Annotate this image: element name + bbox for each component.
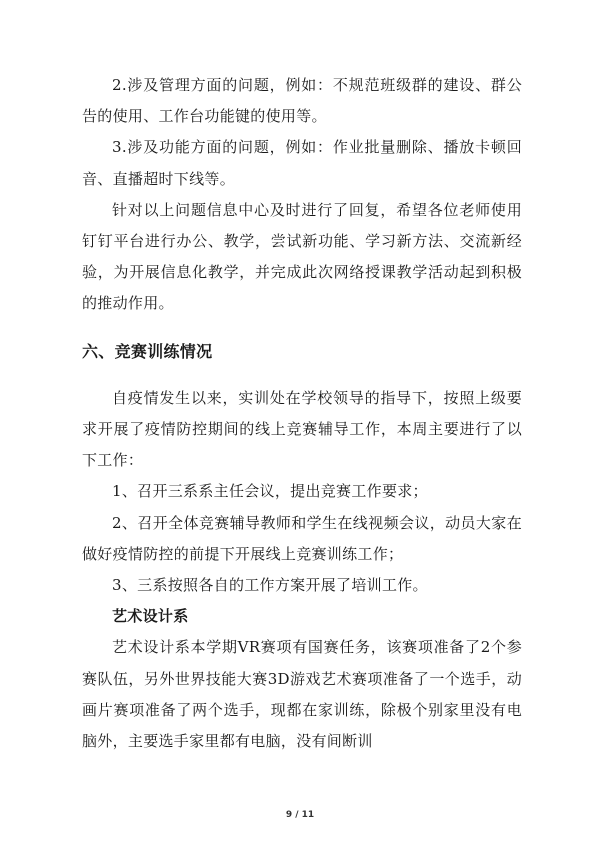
paragraph-art-design-details: 艺术设计系本学期VR赛项有国赛任务，该赛项准备了2个参赛队伍，另外世界技能大赛3D游戏艺术赛项准备了一个选手，动画片赛项准备了两个选手，现都在家训练，除极个别家里没有电脑外，主要选手家里都有电脑，没有间断训 <box>82 638 522 751</box>
paragraph-competition-intro: 自疫情发生以来，实训处在学校领导的指导下，按照上级要求开展了疫情防控期间的线上竞赛辅导工作，本周主要进行了以下工作： <box>82 388 522 470</box>
section-heading-competition-training: 六、竞赛训练情况 <box>82 341 213 361</box>
list-item-video-meeting: 2、召开全体竞赛辅导教师和学生在线视频会议，动员大家在做好疫情防控的前提下开展线上竞赛训练工作； <box>82 513 522 563</box>
paragraph-management-issues: 2.涉及管理方面的问题，例如：不规范班级群的建设、群公告的使用、工作台功能键的使用等。 <box>82 76 522 126</box>
paragraph-response-summary: 针对以上问题信息中心及时进行了回复，希望各位老师使用钉钉平台进行办公、教学，尝试新功能、学习新方法、交流新经验，为开展信息化教学，并完成此次网络授课教学活动起到积极的推动作用。 <box>82 200 522 313</box>
subheading-art-design-dept: 艺术设计系 <box>112 607 189 626</box>
page-content <box>82 70 522 757</box>
list-item-training-work: 3、三系按照各自的工作方案开展了培训工作。 <box>112 576 428 595</box>
paragraph-function-issues: 3.涉及功能方面的问题，例如：作业批量删除、播放卡顿回音、直播超时下线等。 <box>82 138 522 188</box>
page-number-footer: 9 / 11 <box>285 810 315 820</box>
list-item-meeting-directors: 1、召开三系系主任会议，提出竞赛工作要求； <box>112 482 428 501</box>
